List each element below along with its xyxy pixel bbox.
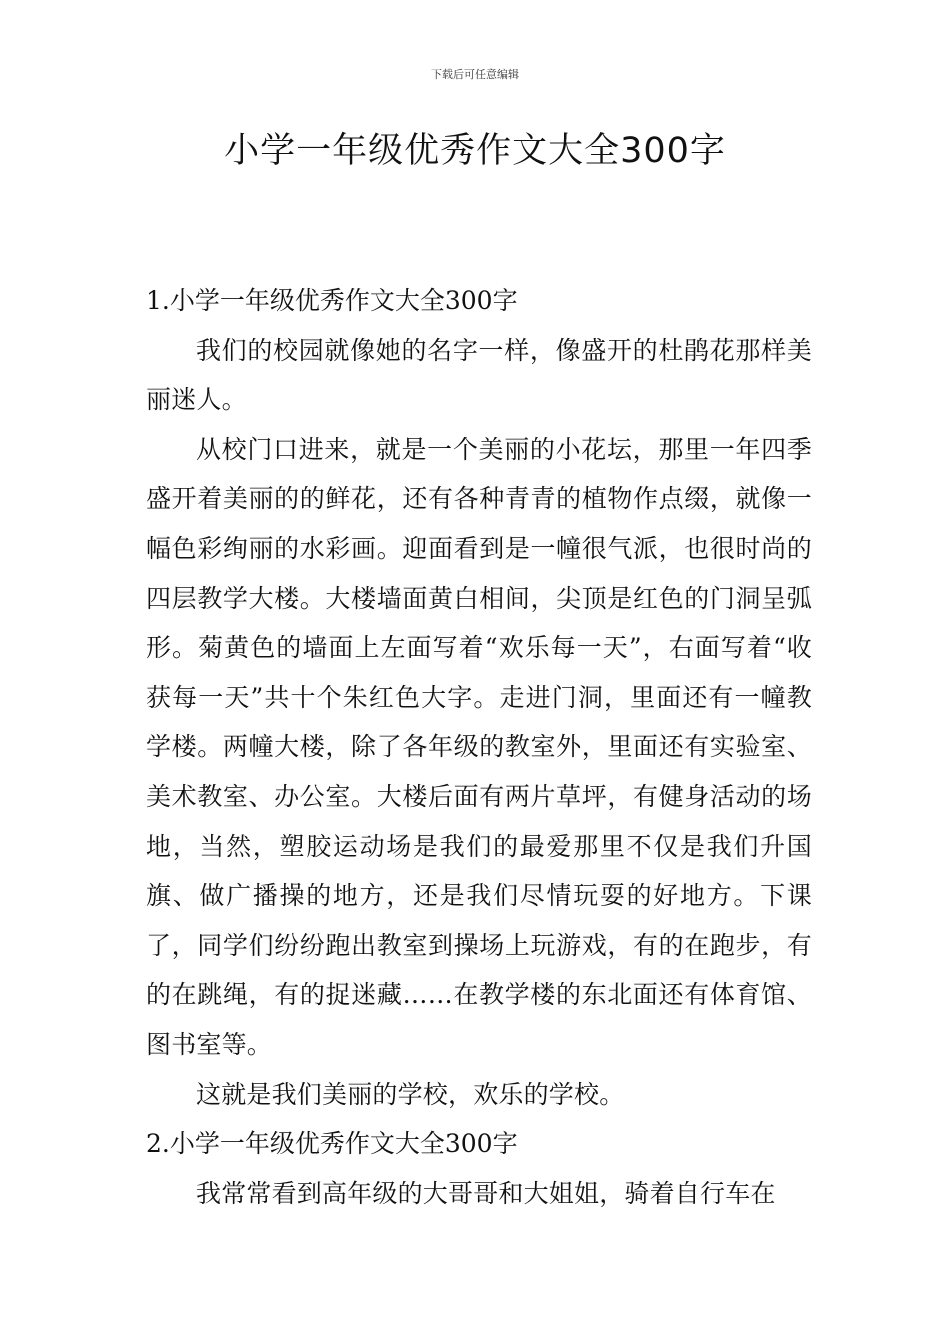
paragraph: 这就是我们美丽的学校，欢乐的学校。 bbox=[196, 1079, 625, 1109]
section-heading: 1.小学一年级优秀作文大全300字 bbox=[146, 286, 518, 315]
section-2 bbox=[146, 1119, 812, 1218]
header-note: 下载后可任意编辑 bbox=[431, 68, 519, 81]
document-title: 小学一年级优秀作文大全300字 bbox=[224, 131, 726, 171]
section-heading: 2.小学一年级优秀作文大全300字 bbox=[146, 1129, 518, 1159]
paragraph: 我们的校园就像她的名字一样，像盛开的杜鹃花那样美丽迷人。 bbox=[146, 335, 812, 415]
paragraph: 我常常看到高年级的大哥哥和大姐姐，骑着自行车在 bbox=[196, 1178, 776, 1208]
section-1 bbox=[146, 276, 812, 1119]
paragraph: 从校门口进来，就是一个美丽的小花坛，那里一年四季盛开着美丽的的鲜花，还有各种青青的植物作点缀，就像一幅色彩绚丽的水彩画。迎面看到是一幢很气派，也很时尚的四层教学大楼。大楼墙面黄白相间，尖顶是红色的门洞呈弧形。菊黄色的墙面上左面写着“欢乐每一天”，右面写着“收获每一天”共十个朱红色大字。走进门洞，里面还有一幢教学楼。两幢大楼，除了各年级的教室外，里面还有实验室、美术教室、办公室。大楼后面有两片草坪，有健身活动的场地，当然，塑胶运动场是我们的最爱那里不仅是我们升国旗、做广播操的地方，还是我们尽情玩耍的好地方。下课了，同学们纷纷跑出教室到操场上玩游戏，有的在跑步，有的在跳绳，有的捉迷藏……在教学楼的东北面还有体育馆、图书室等。 bbox=[146, 434, 812, 1059]
document-body bbox=[146, 276, 812, 1218]
